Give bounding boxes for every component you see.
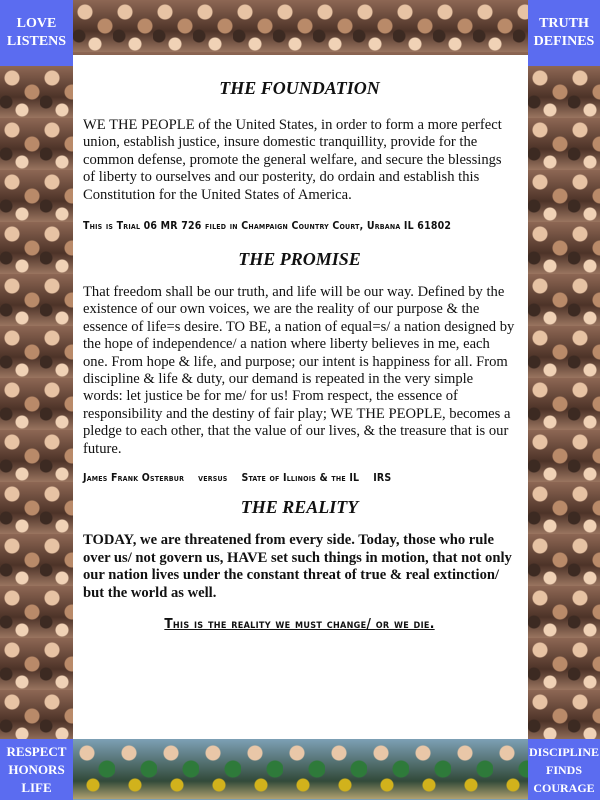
corner-word: LIFE (21, 779, 52, 795)
corner-word: LISTENS (6, 34, 67, 49)
corner-word: DEFINES (533, 34, 595, 49)
reality-heading: THE REALITY (240, 497, 359, 518)
document-panel (73, 55, 528, 739)
trial-note: This is Trial 06 MR 726 filed in Champaign Country Court, Urbana IL 61802 (83, 220, 452, 233)
promise-text: That freedom shall be our truth, and life will be our way. Defined by the existence of our own voices, we are the reality of our purpose & the essence of life=s desire. TO BE, a nation of equal=s/ a nation designed by the hope of independence/ a nation where liberty believes in me, each one. From hope & life, and purpose; our intent is happiness for all. From discipline & life & duty, our demand is repeated in the very simple words: let justice be for me/ for us! From respect, the essence of responsibility and the destiny of fair play; WE THE PEOPLE, becomes a pledge to each other, that the value of our lives, & the treasure that is our future. (83, 284, 515, 457)
corner-word: HONORS (8, 761, 65, 777)
corner-respect-honors-life (0, 739, 73, 800)
reality-text: TODAY, we are threatened from every side. Today, those who rule over us/ not govern us, HAVE set such things in motion, that not only our nation lives under the constant threat of true & real extinction/ but the world as well. (83, 532, 512, 601)
case-note: James Frank Osterbur versus State of Illinois & the IL IRS (83, 472, 392, 485)
crowd-photo-top (73, 0, 528, 55)
foundation-heading: THE FOUNDATION (219, 78, 380, 98)
corner-word: DISCIPLINE (528, 744, 600, 759)
corner-word: LOVE (16, 16, 57, 31)
crowd-photo-right (528, 66, 600, 739)
corner-love-listens (0, 0, 73, 66)
corner-word: RESPECT (6, 743, 67, 759)
foundation-text: WE THE PEOPLE of the United States, in order to form a more perfect union, establish justice, insure domestic tranquillity, provide for the common defense, promote the general welfare, and secure the blessings of liberty to ourselves and our posterity, do ordain and establish this Constitution for the United States of America. (83, 117, 502, 203)
corner-word: COURAGE (533, 780, 595, 795)
crowd-photo-bottom (73, 739, 528, 800)
reality-final-statement: This is the reality we must change/ or we die. (164, 616, 435, 633)
corner-truth-defines (528, 0, 600, 66)
corner-word: FINDS (545, 762, 582, 777)
corner-word: TRUTH (539, 16, 589, 31)
promise-heading: THE PROMISE (238, 249, 361, 270)
crowd-photo-left (0, 66, 73, 739)
corner-discipline-finds-courage (528, 739, 600, 800)
